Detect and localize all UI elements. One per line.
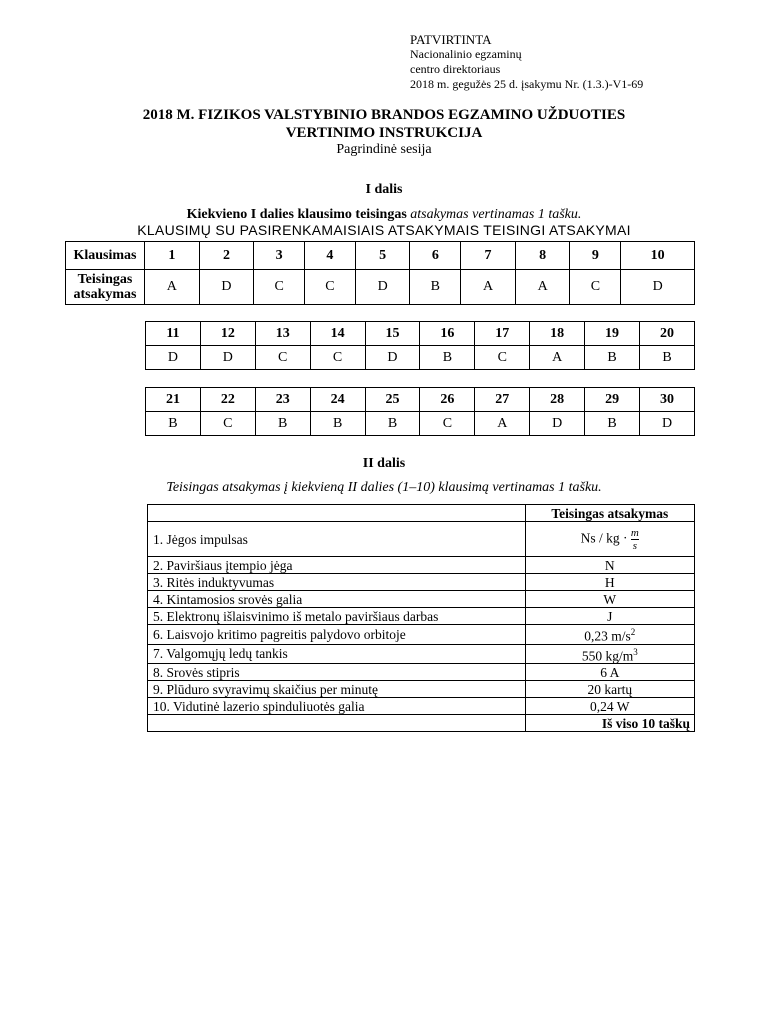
answer-cell xyxy=(525,625,694,645)
answer-cell: B xyxy=(585,346,640,370)
session-label: Pagrindinė sesija xyxy=(336,142,432,157)
table-row xyxy=(148,681,695,698)
question-number: 26 xyxy=(420,388,475,412)
answer-cell: C xyxy=(254,270,305,305)
question-number: 23 xyxy=(255,388,310,412)
answer-cell: A xyxy=(461,270,516,305)
question-number: 19 xyxy=(585,322,640,346)
answer-cell: B xyxy=(146,412,201,436)
question-cell: 5. Elektronų išlaisvinimo iš metalo paviršiaus darbas xyxy=(148,608,526,625)
title-line-1: 2018 M. FIZIKOS VALSTYBINIO BRANDOS EGZAMINO UŽDUOTIES xyxy=(142,107,626,123)
answers-table-2 xyxy=(145,321,695,370)
table-row xyxy=(148,608,695,625)
question-cell: 7. Valgomųjų ledų tankis xyxy=(148,644,526,664)
answers-table-1 xyxy=(65,241,695,305)
fraction-numerator: m xyxy=(630,526,639,539)
answer-cell xyxy=(525,522,694,557)
table-row xyxy=(148,557,695,574)
question-number: 4 xyxy=(305,242,356,270)
answer-cell: N xyxy=(525,557,694,574)
total-row xyxy=(148,715,695,732)
answer-cell: C xyxy=(475,346,530,370)
answer-exponent: 3 xyxy=(633,646,638,657)
table-row xyxy=(146,388,695,412)
table-row xyxy=(148,664,695,681)
answer-cell: J xyxy=(525,608,694,625)
part1-intro-bold: Kiekvieno I dalies klausimo teisingas xyxy=(186,207,407,222)
question-cell: 6. Laisvojo kritimo pagreitis palydovo orbitoje xyxy=(148,625,526,645)
question-number: 18 xyxy=(530,322,585,346)
question-number: 13 xyxy=(255,322,310,346)
question-number: 22 xyxy=(200,388,255,412)
answer-cell: B xyxy=(585,412,640,436)
table-row xyxy=(146,322,695,346)
answer-cell: D xyxy=(200,346,255,370)
question-number: 8 xyxy=(515,242,570,270)
header-empty-cell xyxy=(148,505,526,522)
answers-table-3 xyxy=(145,387,695,436)
question-number: 16 xyxy=(420,322,475,346)
question-number: 5 xyxy=(355,242,410,270)
answer-header: Teisingas atsakymas xyxy=(525,505,694,522)
answer-cell: B xyxy=(420,346,475,370)
question-number: 10 xyxy=(621,242,695,270)
answer-exponent: 2 xyxy=(630,627,636,637)
question-cell: 3. Ritės induktyvumas xyxy=(148,574,526,591)
approval-block xyxy=(410,32,643,92)
answer-cell: B xyxy=(410,270,461,305)
question-number: 12 xyxy=(200,322,255,346)
answer-cell: D xyxy=(621,270,695,305)
question-cell: 10. Vidutinė lazerio spinduliuotės galia xyxy=(148,698,526,715)
question-number: 24 xyxy=(310,388,365,412)
part2-heading: II dalis xyxy=(362,456,406,471)
answer-cell: C xyxy=(420,412,475,436)
part2-answers-table xyxy=(147,504,695,732)
answer-cell: B xyxy=(640,346,695,370)
question-number: 9 xyxy=(570,242,621,270)
document-title xyxy=(0,106,768,142)
answer-cell: C xyxy=(200,412,255,436)
question-number: 7 xyxy=(461,242,516,270)
question-number: 27 xyxy=(475,388,530,412)
question-number: 1 xyxy=(145,242,200,270)
answer-cell: C xyxy=(255,346,310,370)
unit-fraction xyxy=(631,527,639,552)
table-row xyxy=(66,242,695,270)
table-row xyxy=(148,625,695,645)
question-number: 29 xyxy=(585,388,640,412)
question-number: 2 xyxy=(199,242,254,270)
answer-cell: W xyxy=(525,591,694,608)
answer-cell: B xyxy=(255,412,310,436)
table-row xyxy=(148,574,695,591)
question-number: 15 xyxy=(365,322,420,346)
answer-cell: D xyxy=(355,270,410,305)
answer-cell: D xyxy=(365,346,420,370)
question-cell: 1. Jėgos impulsas xyxy=(148,522,526,557)
total-empty-cell xyxy=(148,715,526,732)
answer-cell: C xyxy=(570,270,621,305)
question-number: 30 xyxy=(640,388,695,412)
question-cell: 8. Srovės stipris xyxy=(148,664,526,681)
part2-intro: Teisingas atsakymas į kiekvieną II dalies (1–10) klausimą vertinamas 1 tašku. xyxy=(166,480,602,495)
answer-label: Teisingas atsakymas xyxy=(66,270,145,305)
answer-cell: A xyxy=(530,346,585,370)
question-number: 17 xyxy=(475,322,530,346)
table-row xyxy=(146,412,695,436)
table-row xyxy=(148,591,695,608)
question-number: 14 xyxy=(310,322,365,346)
answer-cell: 20 kartų xyxy=(525,681,694,698)
answer-cell: H xyxy=(525,574,694,591)
approval-line: Nacionalinio egzaminų xyxy=(410,47,522,61)
answer-cell: D xyxy=(146,346,201,370)
question-cell: 9. Plūduro svyravimų skaičius per minutę xyxy=(148,681,526,698)
table-row xyxy=(148,505,695,522)
table-row xyxy=(148,522,695,557)
answer-cell: A xyxy=(145,270,200,305)
answer-cell: C xyxy=(310,346,365,370)
part1-intro-italic: atsakymas vertinamas 1 tašku. xyxy=(410,207,582,222)
answer-cell xyxy=(525,644,694,664)
title-line-2: VERTINIMO INSTRUKCIJA xyxy=(285,125,483,141)
question-number: 28 xyxy=(530,388,585,412)
table-row xyxy=(66,270,695,305)
answer-cell: 6 A xyxy=(525,664,694,681)
answer-cell: D xyxy=(530,412,585,436)
fraction-denominator: s xyxy=(632,539,638,552)
table-row xyxy=(148,698,695,715)
question-number: 21 xyxy=(146,388,201,412)
answer-cell: D xyxy=(199,270,254,305)
answer-cell: A xyxy=(515,270,570,305)
answer-cell: B xyxy=(365,412,420,436)
answer-value: 0,23 m/s xyxy=(584,628,631,644)
part1-heading: I dalis xyxy=(365,182,403,197)
question-number: 25 xyxy=(365,388,420,412)
approval-line: PATVIRTINTA xyxy=(410,32,492,47)
question-number: 20 xyxy=(640,322,695,346)
part1-caps-heading: KLAUSIMŲ SU PASIRENKAMAISIAIS ATSAKYMAIS TEISINGI ATSAKYMAI xyxy=(137,222,631,238)
question-number: 6 xyxy=(410,242,461,270)
answer-cell: 0,24 W xyxy=(525,698,694,715)
question-cell: 4. Kintamosios srovės galia xyxy=(148,591,526,608)
table-row xyxy=(148,644,695,664)
question-number: 11 xyxy=(146,322,201,346)
table-row xyxy=(146,346,695,370)
question-label: Klausimas xyxy=(66,242,145,270)
answer-cell: C xyxy=(305,270,356,305)
question-number: 3 xyxy=(254,242,305,270)
answer-cell: B xyxy=(310,412,365,436)
part1-intro xyxy=(0,207,768,223)
approval-line: 2018 m. gegužės 25 d. įsakymu Nr. (1.3.)-V1-69 xyxy=(410,77,644,91)
answer-prefix: Ns / kg · xyxy=(580,530,628,546)
total-points: Iš viso 10 taškų xyxy=(525,715,694,732)
approval-line: centro direktoriaus xyxy=(410,62,501,76)
answer-cell: A xyxy=(475,412,530,436)
answer-value: 550 kg/m xyxy=(581,648,634,663)
answer-cell: D xyxy=(640,412,695,436)
question-cell: 2. Paviršiaus įtempio jėga xyxy=(148,557,526,574)
